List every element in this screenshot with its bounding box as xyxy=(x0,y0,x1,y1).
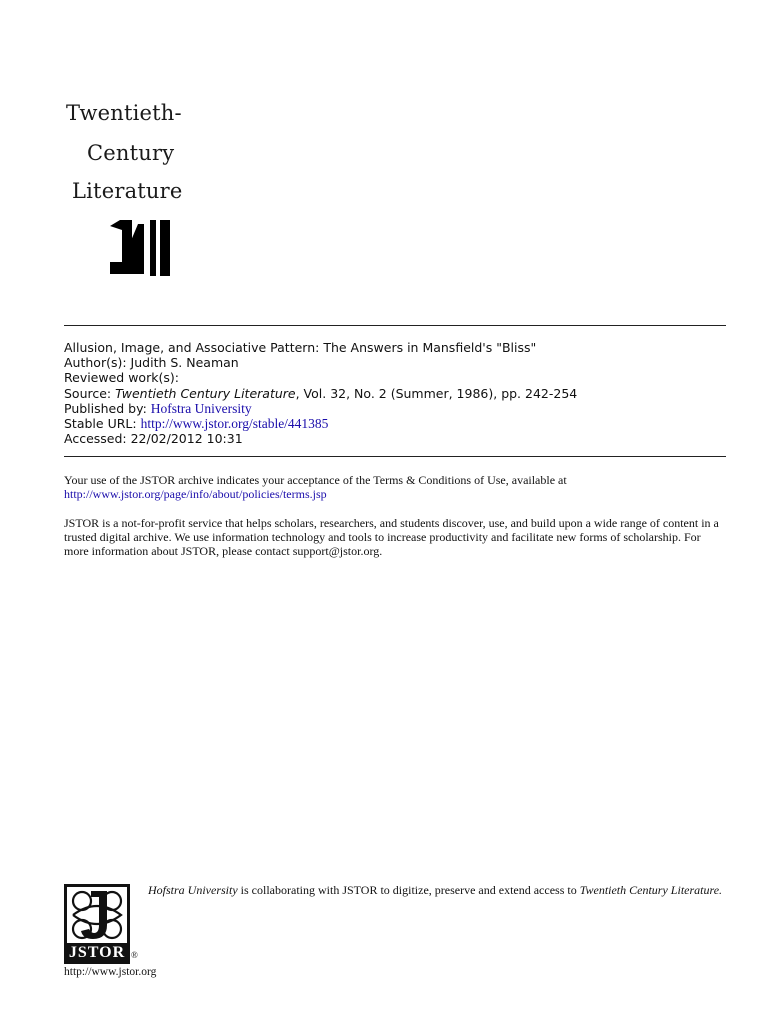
source-journal: Twentieth Century Literature xyxy=(115,385,296,401)
source-label: Source: xyxy=(64,385,116,401)
jstor-ornament-icon xyxy=(67,887,127,943)
accessed-row xyxy=(64,431,577,446)
accessed-value: 22/02/2012 10:31 xyxy=(130,431,243,447)
source-details: , Vol. 32, No. 2 (Summer, 1986), pp. 242-254 xyxy=(295,385,578,401)
jstor-logo-word: JSTOR xyxy=(68,944,126,961)
accessed-label: Accessed: xyxy=(64,431,131,447)
publisher-link[interactable]: Hofstra University xyxy=(150,400,252,416)
collaboration-note xyxy=(148,884,738,897)
bottom-rule xyxy=(64,456,726,457)
collab-journal: Twentieth Century Literature. xyxy=(579,883,723,897)
logo-line-literature: Literature xyxy=(72,179,183,203)
publisher-label: Published by: xyxy=(64,400,151,416)
collab-text: is collaborating with JSTOR to digitize, preserve and extend access to xyxy=(237,883,580,897)
collab-org: Hofstra University xyxy=(148,883,238,897)
tcl-monogram-icon xyxy=(110,220,170,276)
stable-url-row xyxy=(64,416,577,431)
source-row xyxy=(64,386,577,401)
stable-url-link[interactable]: http://www.jstor.org/stable/441385 xyxy=(140,415,329,431)
logo-line-century: Century xyxy=(87,141,175,165)
authors-row xyxy=(64,355,577,370)
registered-mark: ® xyxy=(131,950,138,960)
about-paragraph: JSTOR is a not-for-profit service that helps scholars, researchers, and students discover, use, and build upon a wide range of content in a trusted digital archive. We use information technology and tools to increase productivity and facilitate new forms of scholarship. For more information about JSTOR, please contact support@jstor.org. xyxy=(64,516,719,558)
jstor-logo-icon xyxy=(64,884,130,964)
citation-block xyxy=(64,340,577,446)
authors-label: Author(s): xyxy=(64,355,131,371)
terms-link[interactable]: http://www.jstor.org/page/info/about/policies/terms.jsp xyxy=(64,487,327,501)
reviewed-row: Reviewed work(s): xyxy=(64,370,179,386)
jstor-home-url: http://www.jstor.org xyxy=(64,966,157,978)
terms-paragraph xyxy=(64,473,728,501)
stable-url-label: Stable URL: xyxy=(64,415,141,431)
publisher-row xyxy=(64,401,577,416)
authors-value: Judith S. Neaman xyxy=(130,355,239,371)
logo-line-twentieth: Twentieth- xyxy=(66,101,182,125)
article-title: Allusion, Image, and Associative Pattern: The Answers in Mansfield's "Bliss" xyxy=(64,340,537,355)
top-rule xyxy=(64,325,726,326)
terms-text: Your use of the JSTOR archive indicates your acceptance of the Terms & Conditions of Use, available at xyxy=(64,473,567,487)
